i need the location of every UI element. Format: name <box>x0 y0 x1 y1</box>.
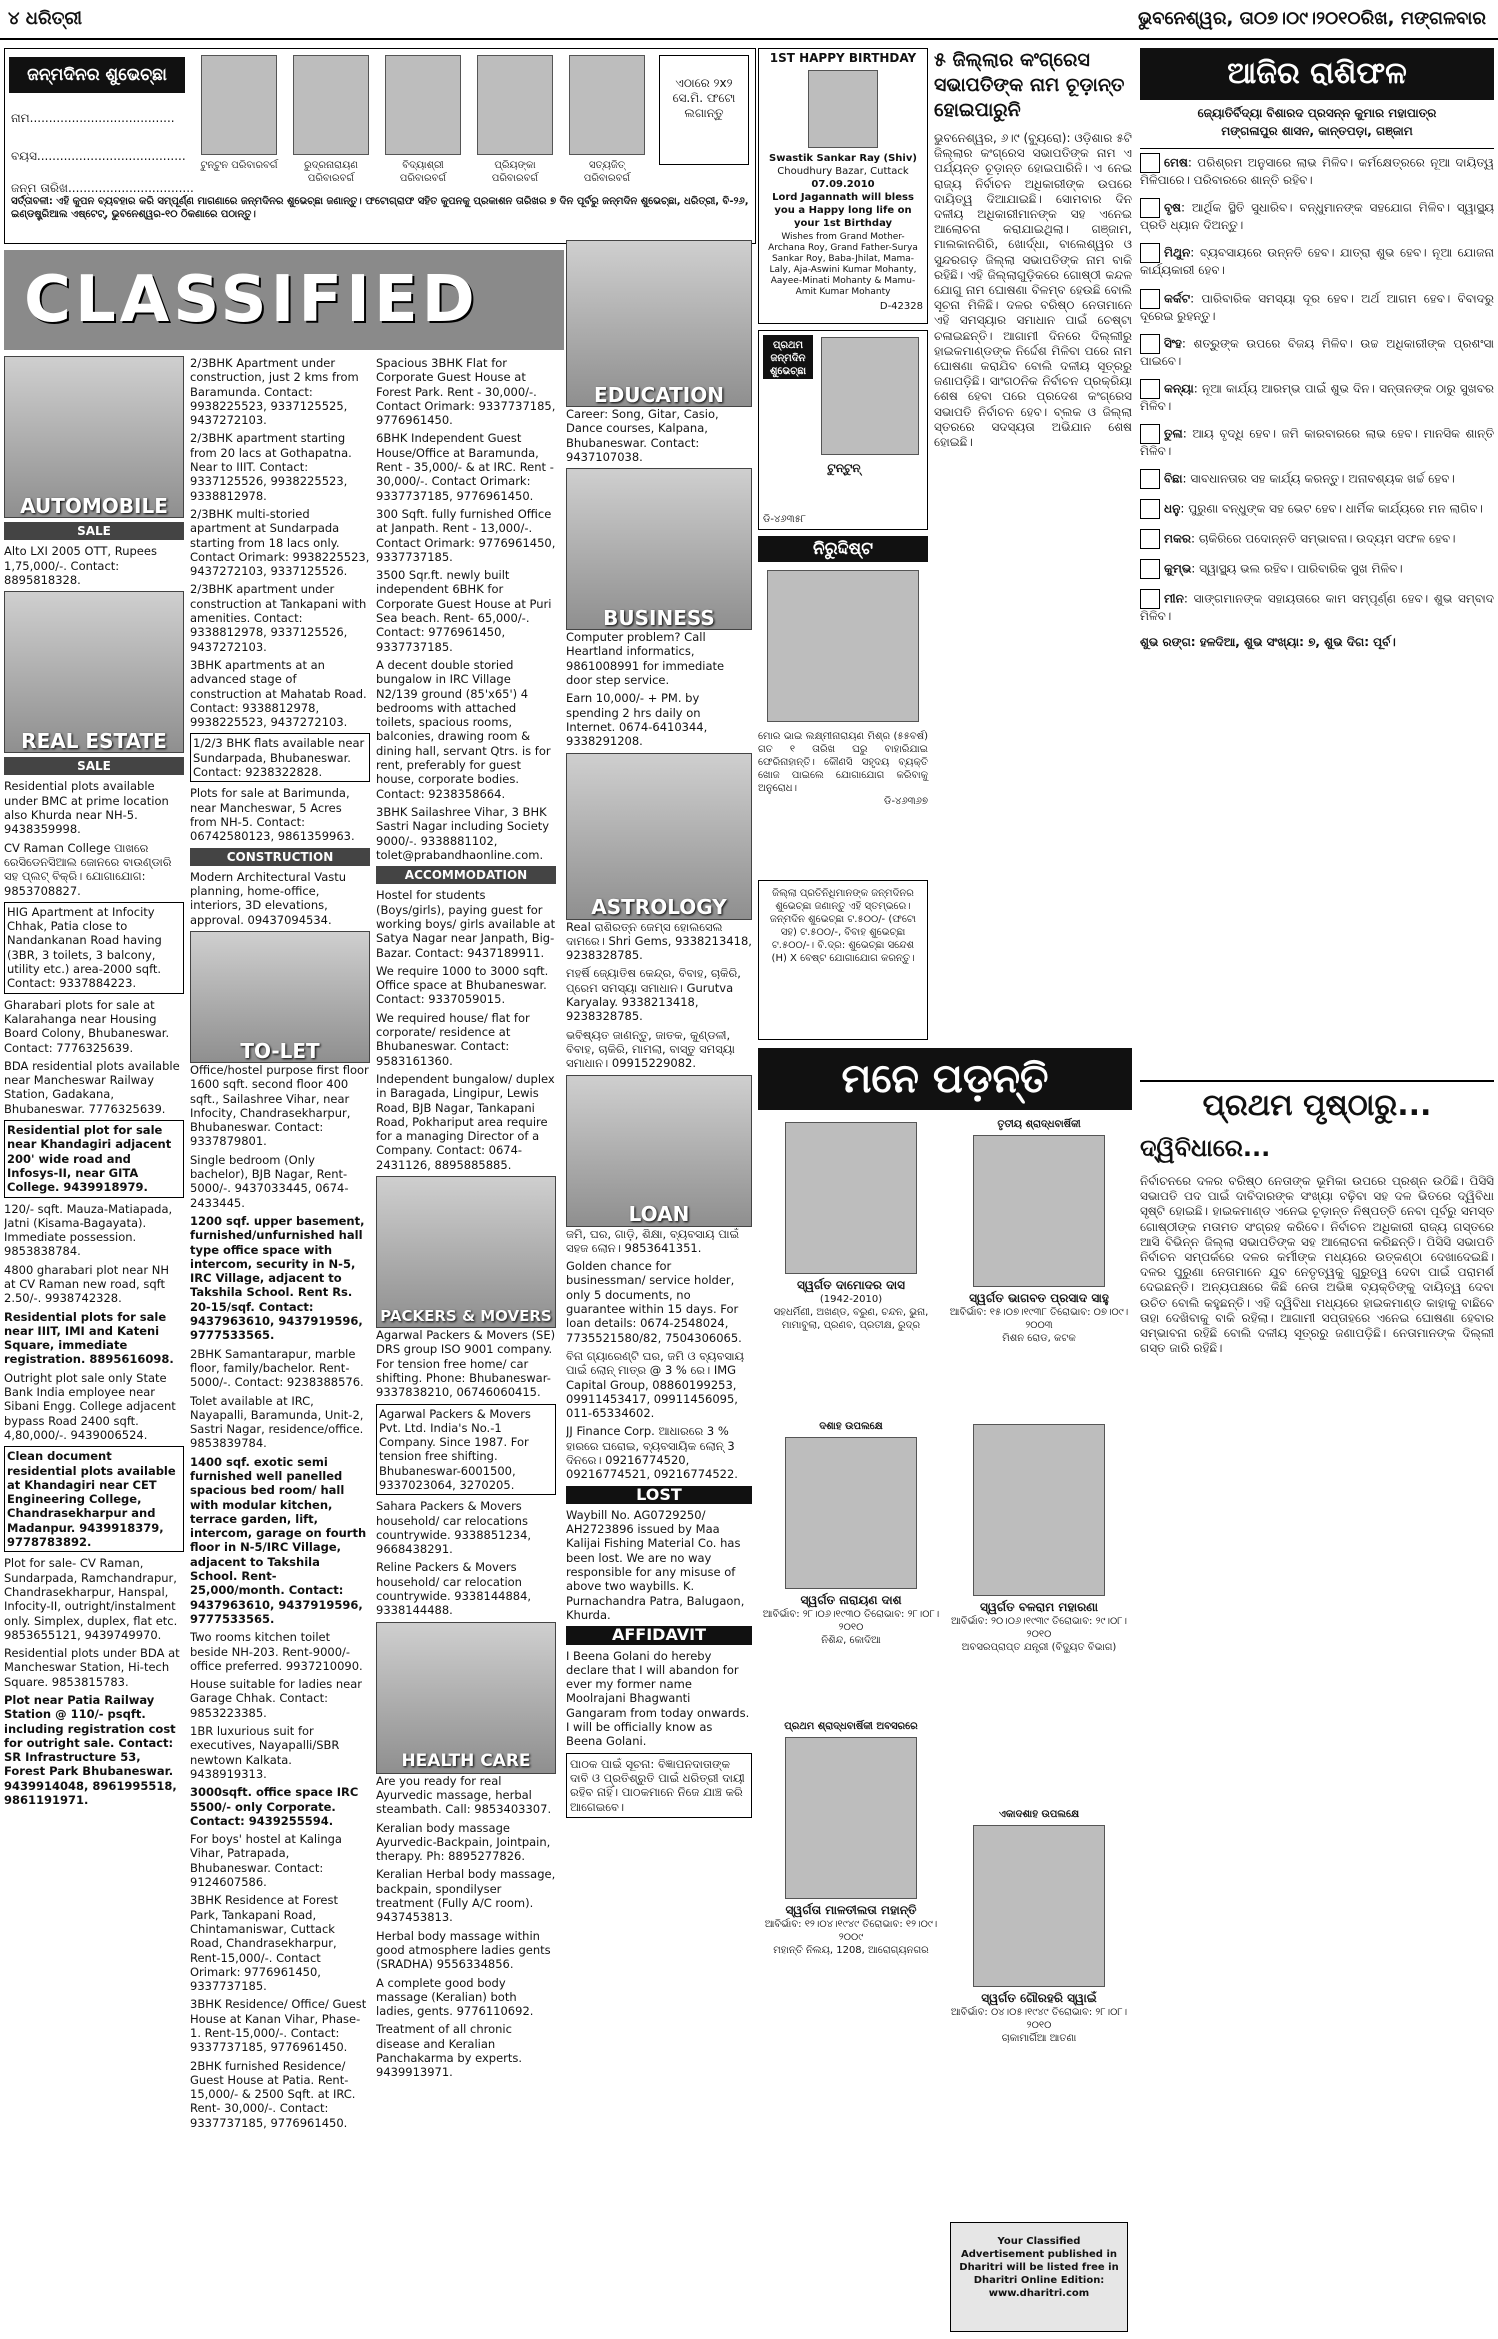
memorial-card-3 <box>760 1420 942 1710</box>
news-story <box>934 48 1132 1040</box>
ad-c3-9: Independent bungalow/ duplex in Baragada, Lingipur, Lewis Road, BJB Nagar, Tankapani Road, Pokhariput area require for a managing Director of a Company. Contact: 0674-2431126, 8895885885. <box>376 1071 555 1172</box>
shiv-date: 07.09.2010 <box>811 179 875 190</box>
memorial-name-1: ସ୍ୱର୍ଗତ ଦାମୋଦର ଦାସ <box>797 1278 905 1292</box>
memorial-label-5: ପ୍ରଥମ ଶ୍ରାଦ୍ଧବାର୍ଷିକୀ ଅବସରରେ <box>784 1721 918 1732</box>
missing-photo <box>767 570 919 722</box>
horoscope-sign-8: ବିଛା <box>1164 471 1183 486</box>
classified-col-2 <box>190 356 370 2336</box>
shiv-title: 1ST HAPPY BIRTHDAY <box>769 51 917 65</box>
memorial-years-2: ଆବିର୍ଭାବ: ୧୫।୦୭।୧୯୩୮ ତିରୋଭାବ: ୦୭।୦୯।୨୦୦୩ <box>949 1307 1129 1331</box>
shiv-photo <box>808 70 878 148</box>
shiv-code: D-42328 <box>879 301 923 312</box>
memorial-photo-3 <box>785 1437 917 1589</box>
ad-c3-12: Sahara Packers & Movers household/ car relocations countrywide. 9338851234, 9668438291. <box>376 1499 532 1557</box>
horoscope-text-12: ସାଙ୍ଗମାନଙ୍କ ସହାୟତାରେ କାମ ସମ୍ପୂର୍ଣ୍ଣ ହେବ। ଶୁଭ ସମ୍ବାଦ ମିଳିବ। <box>1140 591 1494 624</box>
kid-caption-1: ଟୁନ୍ଟୁନ ପରିବାରବର୍ଗ <box>200 160 278 171</box>
memorial-photo-1 <box>785 1122 917 1274</box>
memorial-note-5: ମହାନ୍ତି ନିଲୟ, 1208, ଆରୋଗ୍ୟନଗର <box>773 1945 929 1956</box>
memorial-card-2 <box>948 1118 1130 1408</box>
to-let-label: TO-LET <box>240 1038 320 1063</box>
horoscope-sign-12: ମୀନ <box>1164 591 1184 606</box>
tuntun-photo <box>821 337 919 455</box>
ad-c1-6: Residential plot for sale near Khandagiri adjacent 200' wide road and Infosys-II, near GITA College. 9439918979. <box>4 1120 184 1197</box>
ad-c2-3: 2/3BHK apartment under construction at Tankapani with amenities. Contact: 9338812978, 9337125526, 9437272103. <box>190 582 367 654</box>
horoscope-entry-9: ଧନୁ: ପୁରୁଣା ବନ୍ଧୁଙ୍କ ସହ ଭେଟ ହେବ। ଧାର୍ମିକ କାର୍ଯ୍ୟରେ ମନ ଲାଗିବ। <box>1140 499 1494 519</box>
accommodation-heading: ACCOMMODATION <box>376 866 556 884</box>
memorial-card-6 <box>948 1808 1130 2208</box>
memorial-card-5 <box>760 1720 942 2020</box>
memorial-banner: ମନେ ପଡ଼ନ୍ତି <box>758 1048 1132 1110</box>
ad-c3-4: A decent double storied bungalow in IRC Village N2/139 ground (85'x65') 4 bedrooms with attached toilets, spacious rooms, balconies, drawing room & dining hall, servant Qtrs. is for rent, preferably for guest house, corporate bodies. Contact: 9238358664. <box>376 657 551 801</box>
tuntun-name: ଟୁନ୍ଟୁନ୍ <box>827 461 861 475</box>
ad-c3-2: 300 Sqft. fully furnished Office at Janpath. Rent - 13,000/-. Contact Orimark: 9776961450, 9337737185. <box>376 506 556 564</box>
horoscope-sign-6: କନ୍ୟା <box>1164 381 1194 396</box>
front-divider <box>1140 1080 1494 1082</box>
memorial-name-3: ସ୍ୱର୍ଗତ ନାରାୟଣ ଦାଶ <box>800 1593 902 1607</box>
astrology-label: ASTROLOGY <box>591 895 727 920</box>
memorial-photo-5 <box>785 1737 917 1899</box>
real-estate-image <box>4 591 184 753</box>
horoscope-text-9: ପୁରୁଣା ବନ୍ଧୁଙ୍କ ସହ ଭେଟ ହେବ। ଧାର୍ମିକ କାର୍ଯ୍ୟରେ ମନ ଲାଗିବ। <box>1188 501 1483 516</box>
horoscope-sign-5: ସିଂହ <box>1164 336 1182 351</box>
kid-photo-4 <box>477 55 553 155</box>
kid-caption-5: ସତ୍ୟଜିତ୍ ପରିବାରବର୍ଗ <box>583 160 631 184</box>
ad-c2-20: 3BHK Residence/ Office/ Guest House at Kanan Vihar, Phase-1. Rent-15,000/-. Contact: 9337737185, 9776961450. <box>190 1997 367 2055</box>
dharitri-online-note: Your Classified Advertisement published in Dharitri will be listed free in Dharitri Online Edition: www.dharitri.com <box>950 2222 1128 2332</box>
missing-body: ମୋର ଭାଇ ଲକ୍ଷ୍ମୀନାରାୟଣ ମିଶ୍ର (୫୫ବର୍ଷ) ଗତ ୧ ତାରିଖ ଘରୁ ବାହାରିଯାଇ ଫେରିନାହାନ୍ତି। କୌଣସି ସହୃଦୟ ବ୍ୟକ୍ତି ଖୋଜ ପାଇଲେ ଯୋଗାଯୋଗ କରିବାକୁ ଅନୁରୋଧ। <box>758 731 928 794</box>
memorial-name-4: ସ୍ୱର୍ଗତ ବଳରାମ ମହାରଣା <box>980 1600 1098 1614</box>
horoscope-sign-7: ତୁଳା <box>1164 426 1183 441</box>
horoscope-entry-6: କନ୍ୟା: ନୂଆ କାର୍ଯ୍ୟ ଆରମ୍ଭ ପାଇଁ ଶୁଭ ଦିନ। ସନ୍ତାନଙ୍କ ଠାରୁ ସୁଖବର ମିଳିବ। <box>1140 379 1494 414</box>
kid-caption-4: ପ୍ରିୟଙ୍କା ପରିବାରବର୍ଗ <box>491 160 539 184</box>
tuntun-birthday-ad <box>758 330 928 530</box>
ad-c1-14: Plot near Patia Railway Station @ 110/- psqft. including registration cost for outright sale. Contact: SR Infrastructure 53, Forest Park Bhubaneswar. 9439914048, 8961995518, 9861191971. <box>4 1693 177 1808</box>
dateline: ଭୁବନେଶ୍ୱର, ତା୦୭।୦୯।୨୦୧୦ରିଖ, ମଙ୍ଗଳବାର <box>1138 8 1486 29</box>
aries-icon <box>1140 153 1160 173</box>
front-title: ପ୍ରଥମ ପୃଷ୍ଠାରୁ... <box>1202 1088 1432 1123</box>
ad-c2-8: Office/hostel purpose first floor 1600 sqft. second floor 400 sqft., Sailashree Vihar, near Infocity, Chandrasekharpur, Bhubaneswar. Contact: 9337879801. <box>190 1062 369 1149</box>
horoscope-sign-4: କର୍କଟ <box>1164 291 1191 306</box>
ad-c3-16: Keralian Herbal body massage, backpain, spondilyser treatment (Fully A/C room). 9437453813. <box>376 1867 556 1925</box>
pisces-icon <box>1140 589 1160 609</box>
horoscope-entry-5: ସିଂହ: ଶତ୍ରୁଙ୍କ ଉପରେ ବିଜୟ ମିଳିବ। ଉଚ୍ଚ ଅଧିକାରୀଙ୍କ ପ୍ରଶଂସା ପାଇବେ। <box>1140 334 1494 369</box>
aquarius-icon <box>1140 559 1160 579</box>
horoscope-text-10: ଚାକିରିରେ ପଦୋନ୍ନତି ସମ୍ଭାବନା। ଉଦ୍ୟମ ସଫଳ ହେବ। <box>1198 531 1456 546</box>
ad-c2-9: Single bedroom (Only bachelor), BJB Nagar, Rent-5000/-. 9437033445, 0674-2433445. <box>190 1152 349 1210</box>
ad-c2-10: 1200 sqf. upper basement, furnished/unfurnished hall type office space with intercom, security in N-5, IRC Village, adjacent to Takshila School. Rent Rs. 20-15/sqf. Contact: 9437963610, 9437919596, 9777533565. <box>190 1213 365 1343</box>
classified-col-3 <box>376 356 556 2336</box>
shiv-wishes: Wishes from Grand Mother-Archana Roy, Grand Father-Surya Sankar Roy, Baba-Jhilat, Mama-Laly, Aja-Aswini Kumar Mohanty, Aayee-Minati Mohanty & Mamu-Amit Kumar Mohanty <box>768 232 918 297</box>
cancer-icon <box>1140 289 1160 309</box>
ad-c2-16: 1BR luxurious suit for executives, Nayapalli/SBR newtown Kalkata. 9438919313. <box>190 1724 340 1781</box>
ad-c2-12: Tolet available at IRC, Nayapalli, Baramunda, Unit-2, Sastri Nagar, residence/office. 9853839784. <box>190 1393 364 1451</box>
lost-heading: LOST <box>566 1486 752 1504</box>
memorial-note-1: ସହଧର୍ମିଣୀ, ଅଖଣ୍ଡ, ବରୁଣ, ଚନ୍ଦନ, ଭୁନା, ମାମାବୁଲା, ପ୍ରଣବ, ପ୍ରତୀକ୍ଷ, ରୁଦ୍ର <box>773 1307 929 1331</box>
ad-c3-5: 3BHK Sailashree Vihar, 3 BHK Sastri Nagar including Society 9000/-. 9338881102, tolet@prabandhaonline.com. <box>376 804 550 862</box>
ad-c1-3: HIG Apartment at Infocity Chhak, Patia close to Nandankanan Road having (3BR, 3 toilets, 3 balcony, utility etc.) area-2000 sqft. Contact: 9337884223. <box>4 902 184 994</box>
ad-c2-19: 3BHK Residence at Forest Park, Tankapani Road, Chintamaniswar, Cuttack Road, Chandrasekharpur, Rent-15,000/-. Contact Orimark: 9776961450, 9337737185. <box>190 1893 339 1994</box>
memorial-photo-6 <box>973 1825 1105 1987</box>
classified-banner: CLASSIFIED <box>4 250 564 350</box>
news-body: ଭୁବନେଶ୍ୱର, ୬।୯ (ବ୍ୟୁରୋ): ଓଡ଼ିଶାର ୫ଟି ଜିଲ୍ଲାର କଂଗ୍ରେସ ସଭାପତିଙ୍କ ନାମ ଏ ପର୍ଯ୍ୟନ୍ତ ଚୂଡ଼ାନ୍ତ ହୋଇପାରିନି। ଏ ନେଇ ରାଜ୍ୟ ନିର୍ବାଚନ ଅଧିକାରୀଙ୍କ ଉପରେ ଦାୟିତ୍ୱ ଦିଆଯାଇଛି। ସୋମବାର ଦିନ ଦଳୀୟ ଅଧିକାରୀମାନଙ୍କ ସହ ଏନେଇ ଆଲୋଚନା କରାଯାଇଥିଲା। ଗଞ୍ଜାମ, ମାଲକାନଗିରି, ଖୋର୍ଦ୍ଧା, ବାଲେଶ୍ୱର ଓ ସୁନ୍ଦରଗଡ଼ ଜିଲ୍ଲା ସଭାପତିଙ୍କ ନାମ ବାକି ରହିଛି। ଏହି ଜିଲ୍ଲାଗୁଡ଼ିକରେ ଗୋଷ୍ଠୀ କନ୍ଦଳ ଯୋଗୁ ନାମ ଘୋଷଣା ବିଳମ୍ବ ହେଉଛି ବୋଲି ସୂଚନା ମିଳିଛି। ଦଳର ବରିଷ୍ଠ ନେତାମାନେ ଏହି ସମସ୍ୟାର ସମାଧାନ ପାଇଁ ଚେଷ୍ଟା ଚଳାଇଛନ୍ତି। ଆଗାମୀ ଦିନରେ ଦିଲ୍ଲୀରୁ ହାଇକମାଣ୍ଡଙ୍କ ନିର୍ଦ୍ଦେଶ ମିଳିବା ପରେ ନାମ ଘୋଷଣା କରାଯିବ ବୋଲି ଦଳୀୟ ସୂତ୍ରରୁ ଜଣାପଡ଼ିଛି। ସାଂଗଠନିକ ନିର୍ବାଚନ ପ୍ରକ୍ରିୟା ଶେଷ ହେବା ପରେ ପ୍ରଦେଶ କଂଗ୍ରେସ ସଭାପତି ନିର୍ବାଚନ ହେବ। ବ୍ଲକ ଓ ଜିଲ୍ଲା ସ୍ତରରେ ସଦସ୍ୟତା ଅଭିଯାନ ଶେଷ ହୋଇଛି। <box>934 131 1132 450</box>
horoscope-text-7: ଆୟ ବୃଦ୍ଧି ହେବ। ଜମି କାରବାରରେ ଲାଭ ହେବ। ମାନସିକ ଶାନ୍ତି ମିଳିବ। <box>1140 426 1494 459</box>
to-let-image <box>190 931 370 1063</box>
health-care-label: HEALTH CARE <box>401 1751 531 1772</box>
front-subtitle: ଦ୍ୱିବିଧାରେ... <box>1140 1134 1271 1162</box>
memorial-years-3: ଆବିର୍ଭାବ: ୨୮।୦୬।୧୯୩୦ ତିରୋଭାବ: ୨୮।୦୮।୨୦୧୦ <box>762 1609 940 1633</box>
ad-c3-7: We require 1000 to 3000 sqft. Office space at Bhubaneswar. Contact: 9337059015. <box>376 963 549 1007</box>
memorial-photo-2 <box>973 1135 1105 1287</box>
field-date: ଜନ୍ମ ତାରିଖ................................. <box>11 181 194 195</box>
ad-c2-5: 1/2/3 BHK flats available near Sundarpada, Bhubaneswar. Contact: 9238322828. <box>190 733 370 782</box>
horoscope-banner: ଆଜିର ରାଶିଫଳ <box>1140 48 1494 100</box>
shiv-message: Lord Jagannath will bless you a Happy long life on your 1st Birthday <box>772 192 914 229</box>
page-label: ୪ ଧରିତ୍ରୀ <box>8 8 83 29</box>
memorial-label-6: ଏକାଦଶାହ ଉପଲକ୍ଷେ <box>998 1809 1080 1820</box>
automobile-image <box>4 356 184 518</box>
ad-c1-13: Residential plots under BDA at Mancheswar Station, Hi-tech Square. 9853815783. <box>4 1646 180 1689</box>
sale-heading-2: SALE <box>4 757 184 775</box>
memorial-years-6: ଆବିର୍ଭାବ: ୦୪।୦୫।୧୯୪୯ ତିରୋଭାବ: ୨୮।୦୮।୨୦୧୦ <box>950 2007 1128 2031</box>
ad-c2-15: House suitable for ladies near Garage Chhak. Contact: 9853223385. <box>190 1677 363 1720</box>
ad-c1-4: Gharabari plots for sale at Kalarahanga near Housing Board Colony, Bhubaneswar. Contact: 7776325639. <box>4 997 170 1055</box>
virgo-icon <box>1140 379 1160 399</box>
horoscope-text-5: ଶତ୍ରୁଙ୍କ ଉପରେ ବିଜୟ ମିଳିବ। ଉଚ୍ଚ ଅଧିକାରୀଙ୍କ ପ୍ରଶଂସା ପାଇବେ। <box>1140 336 1494 368</box>
ad-c2-13: 1400 sqf. exotic semi furnished well panelled spacious bed room/ hall with modular kitchen, terrace garden, lift, intercom, garage on fourth floor in N-5/IRC Village, adjacent to Takshila School. Rent-25,000/month. Contact: 9437963610, 9437919596, 9777533565. <box>190 1454 367 1626</box>
memorial-note-6: ଚାକାମାର୍ଗିଆ ଆତଣା <box>1001 2033 1077 2044</box>
ad-c2-18: For boys' hostel at Kalinga Vihar, Patrapada, Bhubaneswar. Contact: 9124607586. <box>190 1832 342 1890</box>
ad-c1-0: Alto LXI 2005 OTT, Rupees 1,75,000/-. Contact: 8895818328. <box>4 544 157 587</box>
scorpio-icon <box>1140 469 1160 489</box>
ad-c3-0: Spacious 3BHK Flat for Corporate Guest House at Forest Park. Rent - 30,000/-. Contact Orimark: 9337737185, 9776961450. <box>376 356 556 428</box>
ad-c1-1: Residential plots available under BMC at prime location also Khurda near NH-5. 9438359998. <box>4 779 169 837</box>
horoscope-text-6: ନୂଆ କାର୍ଯ୍ୟ ଆରମ୍ଭ ପାଇଁ ଶୁଭ ଦିନ। ସନ୍ତାନଙ୍କ ଠାରୁ ସୁଖବର ମିଳିବ। <box>1140 381 1494 414</box>
business-image <box>566 468 752 630</box>
memorial-label-3: ଦଶାହ ଉପଲକ୍ଷେ <box>819 1421 883 1432</box>
horoscope-sign-9: ଧନୁ <box>1164 501 1181 516</box>
memorial-photo-4 <box>973 1424 1105 1596</box>
horoscope-footer: ଶୁଭ ରଙ୍ଗ: ହଳଦିଆ, ଶୁଭ ସଂଖ୍ୟା: ୭, ଶୁଭ ଦିଗ: ପୂର୍ବ। <box>1140 634 1396 649</box>
birthday-coupon <box>4 48 756 244</box>
automobile-label: AUTOMOBILE <box>20 493 168 518</box>
ad-c2-1: 2/3BHK apartment starting from 20 lacs at Gothapatna. Near to IIIT. Contact: 9337125526, 9938225523, 9338812978. <box>190 431 352 503</box>
memorial-note-2: ମିଶନ ରୋଡ, କଟକ <box>1002 1333 1076 1344</box>
ad-c2-0: 2/3BHK Apartment under construction, just 2 kms from Baramunda. Contact: 9938225523, 9337125525, 9437272103. <box>190 356 359 428</box>
gemini-icon <box>1140 243 1160 263</box>
ad-c4-10: Waybill No. AG0729250/ AH2723896 issued by Maa Kalijai Fishing Material Co. has been lost. We are no way responsible for any misuse of above two waybills. K. Purnachandra Patra, Balugaon, Khurda. <box>566 1507 745 1622</box>
horoscope-entry-3: ମିଥୁନ: ବ୍ୟବସାୟରେ ଉନ୍ନତି ହେବ। ଯାତ୍ରା ଶୁଭ ହେବ। ନୂଆ ଯୋଜନା କାର୍ଯ୍ୟକାରୀ ହେବ। <box>1140 243 1494 278</box>
field-age: ବୟସ....................................... <box>11 149 186 163</box>
business-label: BUSINESS <box>603 605 715 630</box>
libra-icon <box>1140 424 1160 444</box>
ad-c3-17: Herbal body massage within good atmosphere ladies gents (SRADHA) 9556334856. <box>376 1928 551 1972</box>
ad-c4-12: ପାଠକ ପାଇଁ ସୂଚନା: ବିଜ୍ଞାପନଦାତାଙ୍କ ଦାବି ଓ ପ୍ରତିଶ୍ରୁତି ପାଇଁ ଧରିତ୍ରୀ ଦାୟୀ ରହିବ ନାହିଁ। ପାଠକମାନେ ନିଜେ ଯାଞ୍ଚ କରି ଆଗେଇବେ। <box>566 1753 752 1818</box>
kid-photo-3 <box>385 55 461 155</box>
horoscope-sign-3: ମିଥୁନ <box>1164 245 1191 260</box>
ad-c4-1: Computer problem? Call Heartland informatics, 9861008991 for immediate door step service. <box>566 630 725 688</box>
shiv-name: Swastik Sankar Ray (Shiv) <box>769 153 917 164</box>
ad-c4-6: ଜମି, ଘର, ଗାଡ଼ି, ଶିକ୍ଷା, ବ୍ୟବସାୟ ପାଇଁ ସହଜ ଲୋନ। 9853641351. <box>566 1226 740 1255</box>
tuntun-title: ପ୍ରଥମ ଜନ୍ମଦିନ ଶୁଭେଚ୍ଛା <box>763 335 813 379</box>
kid-photo-2 <box>293 55 369 155</box>
ad-c3-10: Agarwal Packers & Movers (SE) DRS group ISO 9001 company. For tension free home/ car shifting. Phone: Bhubaneswar- 9337838210, 06746060415. <box>376 1328 556 1400</box>
horoscope-sign-11: କୁମ୍ଭ <box>1164 561 1192 576</box>
photo-placeholder: ଏଠାରେ ୨x୨ ସେ.ମି. ଫଟୋ ଲଗାନ୍ତୁ <box>659 55 749 165</box>
memorial-note-3: ନିଶିନ୍ଦ, କୋଦିଆ <box>821 1635 881 1646</box>
loan-label: LOAN <box>628 1202 690 1227</box>
ad-c2-2: 2/3BHK multi-storied apartment at Sundarpada starting from 18 lacs only. Contact Orimark: 9938225523, 9437272103, 9337125526. <box>190 506 370 579</box>
ad-c3-1: 6BHK Independent Guest House/Office at Baramunda, Rent - 35,000/- & at IRC. Rent - 30,000/-. Contact Orimark: 9337737185, 9776961450. <box>376 431 554 503</box>
horoscope-text-2: ଆର୍ଥିକ ସ୍ଥିତି ସୁଧାରିବ। ବନ୍ଧୁମାନଙ୍କ ସହଯୋଗ ମିଳିବ। ସ୍ୱାସ୍ଥ୍ୟ ପ୍ରତି ଧ୍ୟାନ ଦିଅନ୍ତୁ। <box>1140 200 1494 233</box>
memorial-label-1: ତୃତୀୟ ଶ୍ରାଦ୍ଧବାର୍ଷିକୀ <box>997 1119 1081 1130</box>
ad-c4-7: Golden chance for businessman/ service holder, only 5 documents, no guarantee within 15 days. For loan details: 0674-2548024, 7735521580/82, 7504306065. <box>566 1259 742 1345</box>
memorial-years-4: ଆବିର୍ଭାବ: ୨୦।୦୬।୧୯୩୯ ତିରୋଭାବ: ୨୯।୦୮।୨୦୧୦ <box>951 1616 1127 1640</box>
kid-photo-1 <box>201 55 277 155</box>
kid-photo-5 <box>569 55 645 155</box>
greetings-rates: ଜିଲ୍ଲା ପ୍ରତିନିଧିମାନଙ୍କ ଜନ୍ମଦିନର ଶୁଭେଚ୍ଛା ଜଣାନ୍ତୁ ଏହି ସ୍ତମ୍ଭରେ। ଜନ୍ମଦିନ ଶୁଭେଚ୍ଛା ଟ.୫୦୦/- (ଫଟୋ ସହ) ଟ.୫୦୦/-, ବିବାହ ଶୁଭେଚ୍ଛା ଟ.୫୦୦/-। ବି.ଦ୍ର: ଶୁଭେଚ୍ଛା ସନ୍ଦେଶ (H) X ବେଷ୍ଟ ଯୋଗାଯୋଗ କରନ୍ତୁ। <box>758 880 928 1040</box>
ad-c3-11: Agarwal Packers & Movers Pvt. Ltd. India's No.-1 Company. Since 1987. For tension free shifting. Bhubaneswar-6001500, 9337023064, 3270205. <box>376 1404 556 1496</box>
page-header <box>0 0 1498 40</box>
kid-caption-2: ରୁଦ୍ରନାରାୟଣ ପରିବାରବର୍ଗ <box>304 160 358 184</box>
memorial-name-5: ସ୍ୱର୍ଗତା ମାଳତୀଲତା ମହାନ୍ତି <box>785 1903 917 1917</box>
ad-c1-10: Outright plot sale only State Bank India employee near Sibani Engg. College adjacent bypass Road 2400 sqft. 4,80,000/-. 9439006524. <box>4 1370 176 1442</box>
affidavit-heading: AFFIDAVIT <box>566 1626 752 1644</box>
tuntun-code: ଡି-୪୬୩୫୮ <box>763 514 807 525</box>
memorial-name-2: ସ୍ୱର୍ଗତ ଭାଗବତ ପ୍ରସାଦ ସାହୁ <box>969 1291 1109 1305</box>
ad-c2-6: Plots for sale at Barimunda, near Mancheswar, 5 Acres from NH-5. Contact: 06742580123, 9861359963. <box>190 786 355 844</box>
field-name: ନାମ...................................... <box>11 111 175 125</box>
ad-c2-17: 3000sqft. office space IRC 5500/- only Corporate. Contact: 9439255594. <box>190 1785 359 1828</box>
health-care-image <box>376 1622 556 1774</box>
leo-icon <box>1140 334 1160 354</box>
ad-c3-14: Are you ready for real Ayurvedic massage, herbal steambath. Call: 9853403307. <box>376 1773 552 1817</box>
horoscope-entry-12: ମୀନ: ସାଙ୍ଗମାନଙ୍କ ସହାୟତାରେ କାମ ସମ୍ପୂର୍ଣ୍ଣ ହେବ। ଶୁଭ ସମ୍ବାଦ ମିଳିବ। <box>1140 589 1494 624</box>
front-body: ନିର୍ବାଚନରେ ଦଳର ବରିଷ୍ଠ ନେତାଙ୍କ ଭୂମିକା ଉପରେ ପ୍ରଶ୍ନ ଉଠିଛି। ପିସିସି ସଭାପତି ପଦ ପାଇଁ ଦାବିଦାରଙ୍କ ସଂଖ୍ୟା ବଢ଼ିବା ସହ ଦଳ ଭିତରେ ଦ୍ୱିବିଧା ସୃଷ୍ଟି ହୋଇଛି। ହାଇକମାଣ୍ଡ ଏନେଇ ଚୂଡ଼ାନ୍ତ ନିଷ୍ପତ୍ତି ନେବା ପୂର୍ବରୁ ସମସ୍ତ ଗୋଷ୍ଠୀଙ୍କ ମତାମତ ସଂଗ୍ରହ କରିବେ। ନିର୍ବାଚନ ଅଧିକାରୀ ରାଜ୍ୟ ଗସ୍ତରେ ଆସି ବିଭିନ୍ନ ଜିଲ୍ଲା ସଭାପତିଙ୍କ ସହ ଆଲୋଚନା କରିଛନ୍ତି। ପିସିସି ସଭାପତି ନିର୍ବାଚନ ସମ୍ପର୍କରେ ଦଳର କର୍ମୀଙ୍କ ମଧ୍ୟରେ ଉତ୍କଣ୍ଠା ଦେଖାଦେଇଛି। ଦଳର ପୁରୁଣା ନେତାମାନେ ଯୁବ ନେତୃତ୍ୱକୁ ଗୁରୁତ୍ୱ ଦେବା ପାଇଁ ପରାମର୍ଶ ଦେଇଛନ୍ତି। ଅନ୍ୟପକ୍ଷରେ କିଛି ନେତା ଅଭିଜ୍ଞ ବ୍ୟକ୍ତିଙ୍କୁ ଦାୟିତ୍ୱ ଦେବା ଉଚିତ ବୋଲି କହୁଛନ୍ତି। ଏହି ଦ୍ୱିବିଧା ମଧ୍ୟରେ ହାଇକମାଣ୍ଡ କାହାକୁ ବାଛିବେ ତାହା ଦେଖିବାକୁ ବାକି ରହିଲା। ଆଗାମୀ ସପ୍ତାହରେ ଏନେଇ ଘୋଷଣା ହେବାର ସମ୍ଭାବନା ରହିଛି ବୋଲି ଦଳୀୟ ସୂତ୍ରରୁ ଜଣାପଡ଼ିଛି। ନେତାମାନଙ୍କ ଦିଲ୍ଲୀ ଗସ୍ତ ଜାରି ରହିଛି। <box>1140 1174 1494 1356</box>
horoscope-entry-4: କର୍କଟ: ପାରିବାରିକ ସମସ୍ୟା ଦୂର ହେବ। ଅର୍ଥ ଆଗମ ହେବ। ବିବାଦରୁ ଦୂରେଇ ରୁହନ୍ତୁ। <box>1140 289 1494 324</box>
ad-c3-8: We required house/ flat for corporate/ residence at Bhubaneswar. Contact: 9583161360. <box>376 1010 530 1068</box>
news-headline: ୫ ଜିଲ୍ଲାର କଂଗ୍ରେସ ସଭାପତିଙ୍କ ନାମ ଚୂଡ଼ାନ୍ତ ହୋଇପାରୁନି <box>934 49 1125 121</box>
ad-c1-5: BDA residential plots available near Mancheswar Railway Station, Gadakana, Bhubaneswar. 7776325639. <box>4 1058 180 1116</box>
capricorn-icon <box>1140 529 1160 549</box>
ad-c3-15: Keralian body massage Ayurvedic-Backpain, Jointpain, therapy. Ph: 8895277826. <box>376 1820 551 1864</box>
ad-c4-3: Real ରାଶିରତ୍ନ ଜେମ୍ସ ହୋଲସେଲ ଦାମରେ। Shri Gems, 9338213418, 9238328785. <box>566 919 752 963</box>
education-label: EDUCATION <box>594 382 724 407</box>
horoscope-text-4: ପାରିବାରିକ ସମସ୍ୟା ଦୂର ହେବ। ଅର୍ଥ ଆଗମ ହେବ। ବିବାଦରୁ ଦୂରେଇ ରୁହନ୍ତୁ। <box>1140 291 1494 323</box>
horoscope-place: ମଙ୍ଗଳାପୁର ଶାସନ, କାନ୍ତପଡ଼ା, ଗଞ୍ଜାମ <box>1221 124 1413 138</box>
horoscope-entry-10: ମକର: ଚାକିରିରେ ପଦୋନ୍ନତି ସମ୍ଭାବନା। ଉଦ୍ୟମ ସଫଳ ହେବ। <box>1140 529 1494 549</box>
horoscope-sign-1: ମେଷ <box>1164 155 1188 170</box>
horoscope-text-1: ପରିଶ୍ରମ ଅନୁସାରେ ଲାଭ ମିଳିବ। କର୍ମକ୍ଷେତ୍ରରେ ନୂଆ ଦାୟିତ୍ୱ ମିଳିପାରେ। ପରିବାରରେ ଶାନ୍ତି ରହିବ। <box>1140 155 1494 187</box>
horoscope-text-3: ବ୍ୟବସାୟରେ ଉନ୍ନତି ହେବ। ଯାତ୍ରା ଶୁଭ ହେବ। ନୂଆ ଯୋଜନା କାର୍ଯ୍ୟକାରୀ ହେବ। <box>1140 245 1494 278</box>
horoscope-sign-2: ବୃଷ <box>1164 200 1182 215</box>
horoscope-entry-11: କୁମ୍ଭ: ସ୍ୱାସ୍ଥ୍ୟ ଭଲ ରହିବ। ପାରିବାରିକ ସୁଖ ମିଳିବ। <box>1140 559 1494 579</box>
memorial-card-4 <box>948 1420 1130 1800</box>
memorial-years-1: (1942-2010) <box>819 1294 883 1305</box>
loan-image <box>566 1075 752 1227</box>
missing-title: ନିରୁଦ୍ଦିଷ୍ଟ <box>758 536 928 562</box>
ad-c4-11: I Beena Golani do hereby declare that I will abandon for ever my former name Moolrajani Bhagwanti Gangaram from today onwards. I will be officially know as Beena Golani. <box>566 1648 750 1749</box>
horoscope-entry-2: ବୃଷ: ଆର୍ଥିକ ସ୍ଥିତି ସୁଧାରିବ। ବନ୍ଧୁମାନଙ୍କ ସହଯୋଗ ମିଳିବ। ସ୍ୱାସ୍ଥ୍ୟ ପ୍ରତି ଧ୍ୟାନ ଦିଅନ୍ତୁ। <box>1140 198 1494 233</box>
ad-c2-7: Modern Architectural Vastu planning, home-office, interiors, 3D elevations, approval. 09437094534. <box>190 869 347 927</box>
horoscope-entry-8: ବିଛା: ସାବଧାନତାର ସହ କାର୍ଯ୍ୟ କରନ୍ତୁ। ଅନାବଶ୍ୟକ ଖର୍ଚ୍ଚ ହେବ। <box>1140 469 1494 489</box>
ad-c3-3: 3500 Sqr.ft. newly built independent 6BHK for Corporate Guest House at Puri Sea beach. Rent- 65,000/-. Contact: 9776961450, 9337737185. <box>376 568 552 654</box>
packers-label: PACKERS & MOVERS <box>380 1306 552 1325</box>
real-estate-label: REAL ESTATE <box>21 728 167 753</box>
horoscope-sign-10: ମକର <box>1164 531 1191 546</box>
horoscope-text-11: ସ୍ୱାସ୍ଥ୍ୟ ଭଲ ରହିବ। ପାରିବାରିକ ସୁଖ ମିଳିବ। <box>1199 561 1403 576</box>
ad-c1-8: 4800 gharabari plot near NH at CV Raman new road, sqft 2.50/-. 9938742328. <box>4 1262 169 1306</box>
horoscope-author: ଜ୍ୟୋତିର୍ବିଦ୍ୟା ବିଶାରଦ ପ୍ରସନ୍ନ କୁମାର ମହାପାତ୍ର <box>1197 106 1437 120</box>
shiv-address: Choudhury Bazar, Cuttack <box>777 166 909 177</box>
construction-heading: CONSTRUCTION <box>190 848 370 866</box>
ad-c4-2: Earn 10,000/- + PM. by spending 2 hrs daily on Internet. 0674-6410344, 9338291208. <box>566 691 708 749</box>
classified-col-1 <box>4 356 184 2336</box>
ad-c4-4: ମହର୍ଷି ଜ୍ୟୋତିଷ କେନ୍ଦ୍ର, ବିବାହ, ଚାକିରି, ପ୍ରେମ ସମସ୍ୟା ସମାଧାନ। Gurutva Karyalay. 9338213418, 9238328785. <box>566 966 741 1024</box>
ad-c1-12: Plot for sale- CV Raman, Sundarpada, Ramchandrapur, Chandrasekharpur, Hanspal, Infocity-II, outright/instalment only. Simplex, duplex, flat etc. 9853655121, 9439749970. <box>4 1556 178 1642</box>
birthday-title: ଜନ୍ମଦିନର ଶୁଭେଚ୍ଛା <box>9 57 185 93</box>
ad-c4-5: ଭବିଷ୍ୟତ ଜାଣନ୍ତୁ, ଜାତକ, କୁଣ୍ଡଳୀ, ବିବାହ, ଚାକିରି, ମାମଲା, ବାସ୍ତୁ ସମସ୍ୟା ସମାଧାନ। 09915229082. <box>566 1027 735 1071</box>
memorial-card-1 <box>760 1118 942 1408</box>
ad-c4-8: ବିନା ଗ୍ୟାରେଣ୍ଟି ଘର, ଜମି ଓ ବ୍ୟବସାୟ ପାଇଁ ଲୋନ୍ ମାତ୍ର @ 3 % ରେ। IMG Capital Group, 08860199253, 09911453417, 09911456095, 011-65334602. <box>566 1348 744 1421</box>
ad-c2-14: Two rooms kitchen toilet beside NH-203. Rent-9000/- office preferred. 9937210090. <box>190 1630 363 1673</box>
ad-c3-13: Reline Packers & Movers household/ car relocation countrywide. 9338144884, 9338144488. <box>376 1560 532 1618</box>
ad-c1-2: CV Raman College ପାଖରେ ରେସିଡେନସିଆଲ ଜୋନରେ ବାଉଣ୍ଡାରି ସହ ପ୍ଲଟ୍ ବିକ୍ରି। ଯୋଗାଯୋଗ: 9853708827. <box>4 840 172 898</box>
horoscope-entry-7: ତୁଳା: ଆୟ ବୃଦ୍ଧି ହେବ। ଜମି କାରବାରରେ ଲାଭ ହେବ। ମାନସିକ ଶାନ୍ତି ମିଳିବ। <box>1140 424 1494 459</box>
education-image <box>566 240 752 407</box>
packers-image <box>376 1176 556 1328</box>
ad-c2-21: 2BHK furnished Residence/ Guest House at Patia. Rent-15,000/- & 2500 Sqft. at IRC. Rent- 30,000/-. Contact: 9337737185, 9776961450. <box>190 2058 356 2130</box>
ad-c3-19: Treatment of all chronic disease and Keralian Panchakarma by experts. 9439913971. <box>376 2022 523 2080</box>
sale-heading-1: SALE <box>4 522 184 540</box>
memorial-years-5: ଆବିର୍ଭାବ: ୧୨।୦୪।୧୯୪୯ ତିରୋଭାବ: ୧୨।୦୯।୨୦୦୯ <box>764 1919 938 1943</box>
horoscope-list <box>1140 148 1494 1068</box>
ad-c4-9: JJ Finance Corp. ଆଧାରରେ 3 % ହାରରେ ଘରୋଇ, ବ୍ୟବସାୟିକ ଲୋନ୍ 3 ଦିନରେ। 09216774520, 09216774521, 09216774522. <box>566 1424 738 1482</box>
shiv-birthday-ad <box>758 48 928 324</box>
memorial-note-4: ଅବସରପ୍ରାପ୍ତ ଯନ୍ତ୍ରୀ (ବିଦ୍ୟୁତ ବିଭାଗ) <box>961 1642 1117 1653</box>
horoscope-text-8: ସାବଧାନତାର ସହ କାର୍ଯ୍ୟ କରନ୍ତୁ। ଅନାବଶ୍ୟକ ଖର୍ଚ୍ଚ ହେବ। <box>1190 471 1455 486</box>
memorial-name-6: ସ୍ୱର୍ଗତ ଗୌରହରି ସ୍ୱାଇଁ <box>981 1991 1097 2005</box>
classified-col-4 <box>566 240 752 2336</box>
ad-c3-6: Hostel for students (Boys/girls), paying guest for working boys/ girls available at Satya Nagar near Janpath, Big-Bazar. Contact: 9437189911. <box>376 888 556 960</box>
coupon-terms: ସର୍ତ୍ତାବଳୀ: ଏହି କୁପନ ବ୍ୟବହାର କରି ସମ୍ପୂର୍ଣ୍ଣ ମାଗଣାରେ ଜନ୍ମଦିନର ଶୁଭେଚ୍ଛା ଜଣାନ୍ତୁ। ଫଟୋଗ୍ରାଫ ସହିତ କୁପନକୁ ପ୍ରକାଶନ ତାରିଖର ୭ ଦିନ ପୂର୍ବରୁ ଜନ୍ମଦିନ ଶୁଭେଚ୍ଛା, ଧରିତ୍ରୀ, ବି-୨୬, ଇଣ୍ଡଷ୍ଟ୍ରିଆଲ ଏଷ୍ଟେଟ୍, ଭୁବନେଶ୍ୱର-୧୦ ଠିକଣାରେ ପଠାନ୍ତୁ। <box>11 196 749 220</box>
horoscope-entry-1: ମେଷ: ପରିଶ୍ରମ ଅନୁସାରେ ଲାଭ ମିଳିବ। କର୍ମକ୍ଷେତ୍ରରେ ନୂଆ ଦାୟିତ୍ୱ ମିଳିପାରେ। ପରିବାରରେ ଶାନ୍ତି ରହିବ। <box>1140 153 1494 188</box>
astrology-image <box>566 753 752 920</box>
ad-c1-11: Clean document residential plots available at Khandagiri near CET Engineering College, Chandrasekharpur and Madanpur. 9439918379, 9778783892. <box>4 1446 184 1552</box>
kid-caption-3: ବିଦ୍ୟାଶ୍ରୀ ପରିବାରବର୍ଗ <box>399 160 447 184</box>
ad-c1-9: Residential plots for sale near IIIT, IMI and Kateni Square, immediate registration. 8895616098. <box>4 1309 174 1367</box>
ad-c4-0: Career: Song, Gitar, Casio, Dance courses, Kalpana, Bhubaneswar. Contact: 9437107038. <box>566 407 719 464</box>
ad-c2-11: 2BHK Samantarapur, marble floor, family/bachelor. Rent-5000/-. Contact: 9238388576. <box>190 1346 364 1390</box>
missing-person-ad <box>758 536 928 874</box>
ad-c2-4: 3BHK apartments at an advanced stage of construction at Mahatab Road. Contact: 9338812978, 9938225523, 9437272103. <box>190 657 367 730</box>
taurus-icon <box>1140 198 1160 218</box>
ad-c3-18: A complete good body massage (Keralian) both ladies, gents. 9776110692. <box>376 1975 534 2019</box>
missing-code: ଡି-୪୬୩୬୭ <box>884 796 928 807</box>
ad-c1-7: 120/- sqft. Mauza-Matiapada, Jatni (Kisama-Bagayata). Immediate possession. 9853838784. <box>4 1201 173 1259</box>
sagittarius-icon <box>1140 499 1160 519</box>
